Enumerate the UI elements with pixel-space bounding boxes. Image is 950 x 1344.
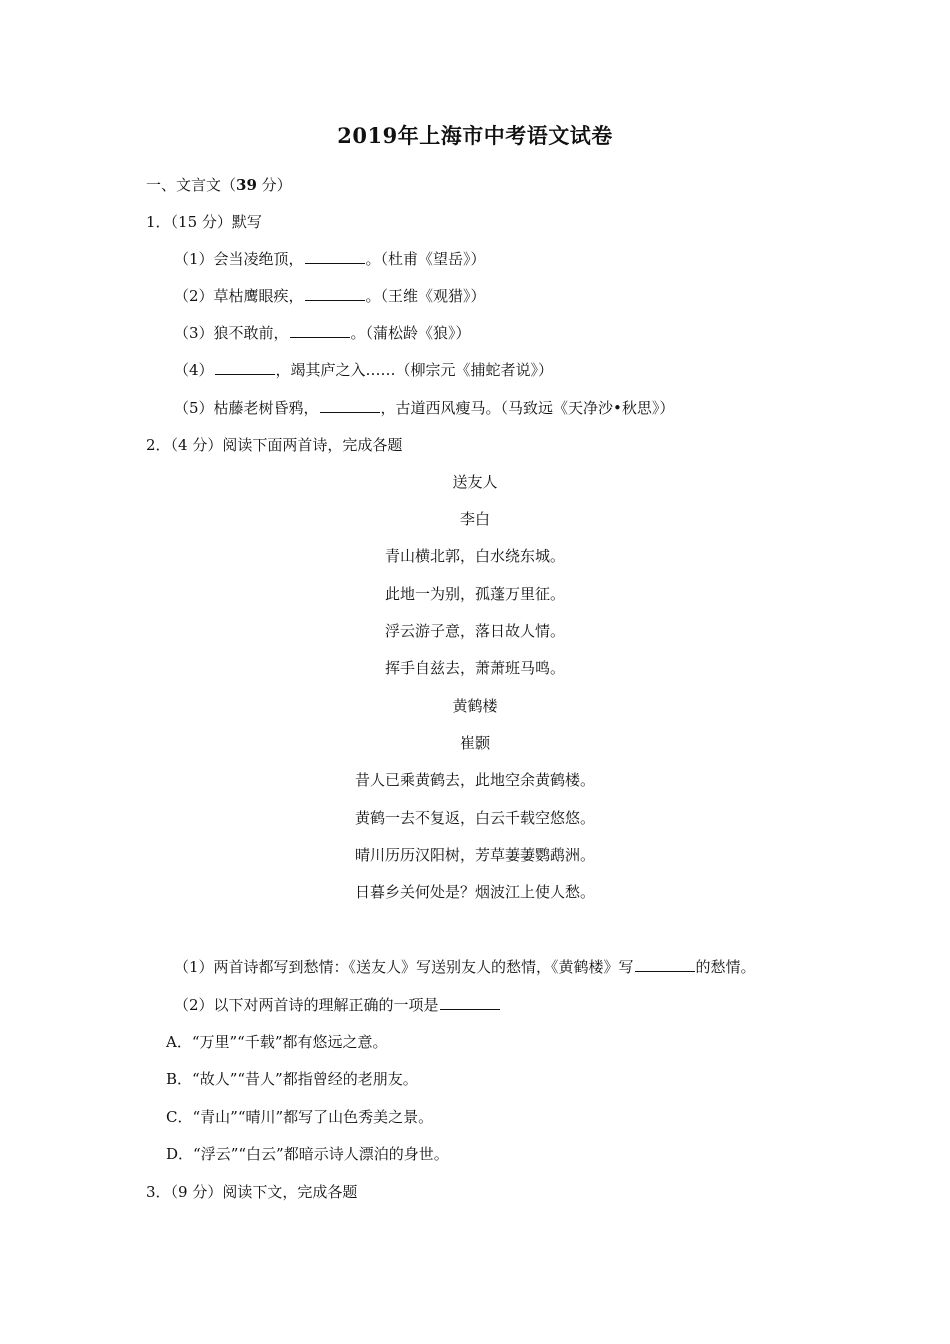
poem-line: 日暮乡关何处是？烟波江上使人愁。	[354, 883, 595, 901]
option-b[interactable]: B．“故人”“昔人”都指曾经的老朋友。	[166, 1070, 418, 1088]
poem-line: 浮云游子意，落日故人情。	[384, 622, 565, 640]
q1-item-4: （4） ，竭其庐之入……（柳宗元《捕蛇者说》）	[174, 361, 554, 379]
poem-author: 崔颢	[459, 734, 490, 752]
answer-blank[interactable]	[305, 249, 365, 264]
poem-author: 李白	[459, 510, 490, 528]
q1-item-5: （5）枯藤老树昏鸦， ，古道西风瘦马。（马致远《天净沙•秋思》）	[174, 399, 675, 417]
answer-blank[interactable]	[305, 286, 365, 301]
question-3-stem: 3．（9 分）阅读下文，完成各题	[146, 1183, 358, 1201]
poem-line: 此地一为别，孤蓬万里征。	[384, 585, 565, 603]
poem-line: 黄鹤一去不复返，白云千载空悠悠。	[354, 809, 595, 827]
section-heading: 一、文言文（39 分）	[146, 176, 292, 194]
answer-blank[interactable]	[635, 957, 695, 972]
answer-blank[interactable]	[320, 398, 380, 413]
option-a[interactable]: A．“万里”“千载”都有悠远之意。	[166, 1033, 388, 1051]
option-d[interactable]: D．“浮云”“白云”都暗示诗人漂泊的身世。	[166, 1145, 449, 1163]
q2-sub-2: （2）以下对两首诗的理解正确的一项是	[174, 995, 501, 1015]
q1-item-1: （1）会当凌绝顶， 。（杜甫《望岳》）	[174, 250, 486, 268]
answer-blank[interactable]	[290, 323, 350, 338]
answer-blank[interactable]	[215, 360, 275, 375]
poem-line: 晴川历历汉阳树，芳草萋萋鹦鹉洲。	[354, 846, 595, 864]
question-1-stem: 1．（15 分）默写	[146, 213, 262, 231]
poem-title: 送友人	[452, 473, 498, 491]
q1-item-2: （2）草枯鹰眼疾， 。（王维《观猎》）	[174, 287, 486, 305]
q2-sub-1: （1）两首诗都写到愁情：《送友人》写送别友人的愁情，《黄鹤楼》写 的愁情。	[174, 958, 756, 976]
poem-line: 挥手自兹去，萧萧班马鸣。	[384, 659, 565, 677]
q1-item-3: （3）狼不敢前， 。（蒲松龄《狼》）	[174, 324, 471, 342]
question-2-stem: 2．（4 分）阅读下面两首诗，完成各题	[146, 436, 403, 454]
poem-line: 昔人已乘黄鹤去，此地空余黄鹤楼。	[354, 771, 595, 789]
page-title: 2019年上海市中考语文试卷	[337, 123, 613, 148]
answer-blank[interactable]	[440, 995, 500, 1010]
option-c[interactable]: C．“青山”“晴川”都写了山色秀美之景。	[166, 1108, 434, 1126]
poem-line: 青山横北郭，白水绕东城。	[384, 547, 565, 565]
poem-title: 黄鹤楼	[452, 697, 498, 715]
